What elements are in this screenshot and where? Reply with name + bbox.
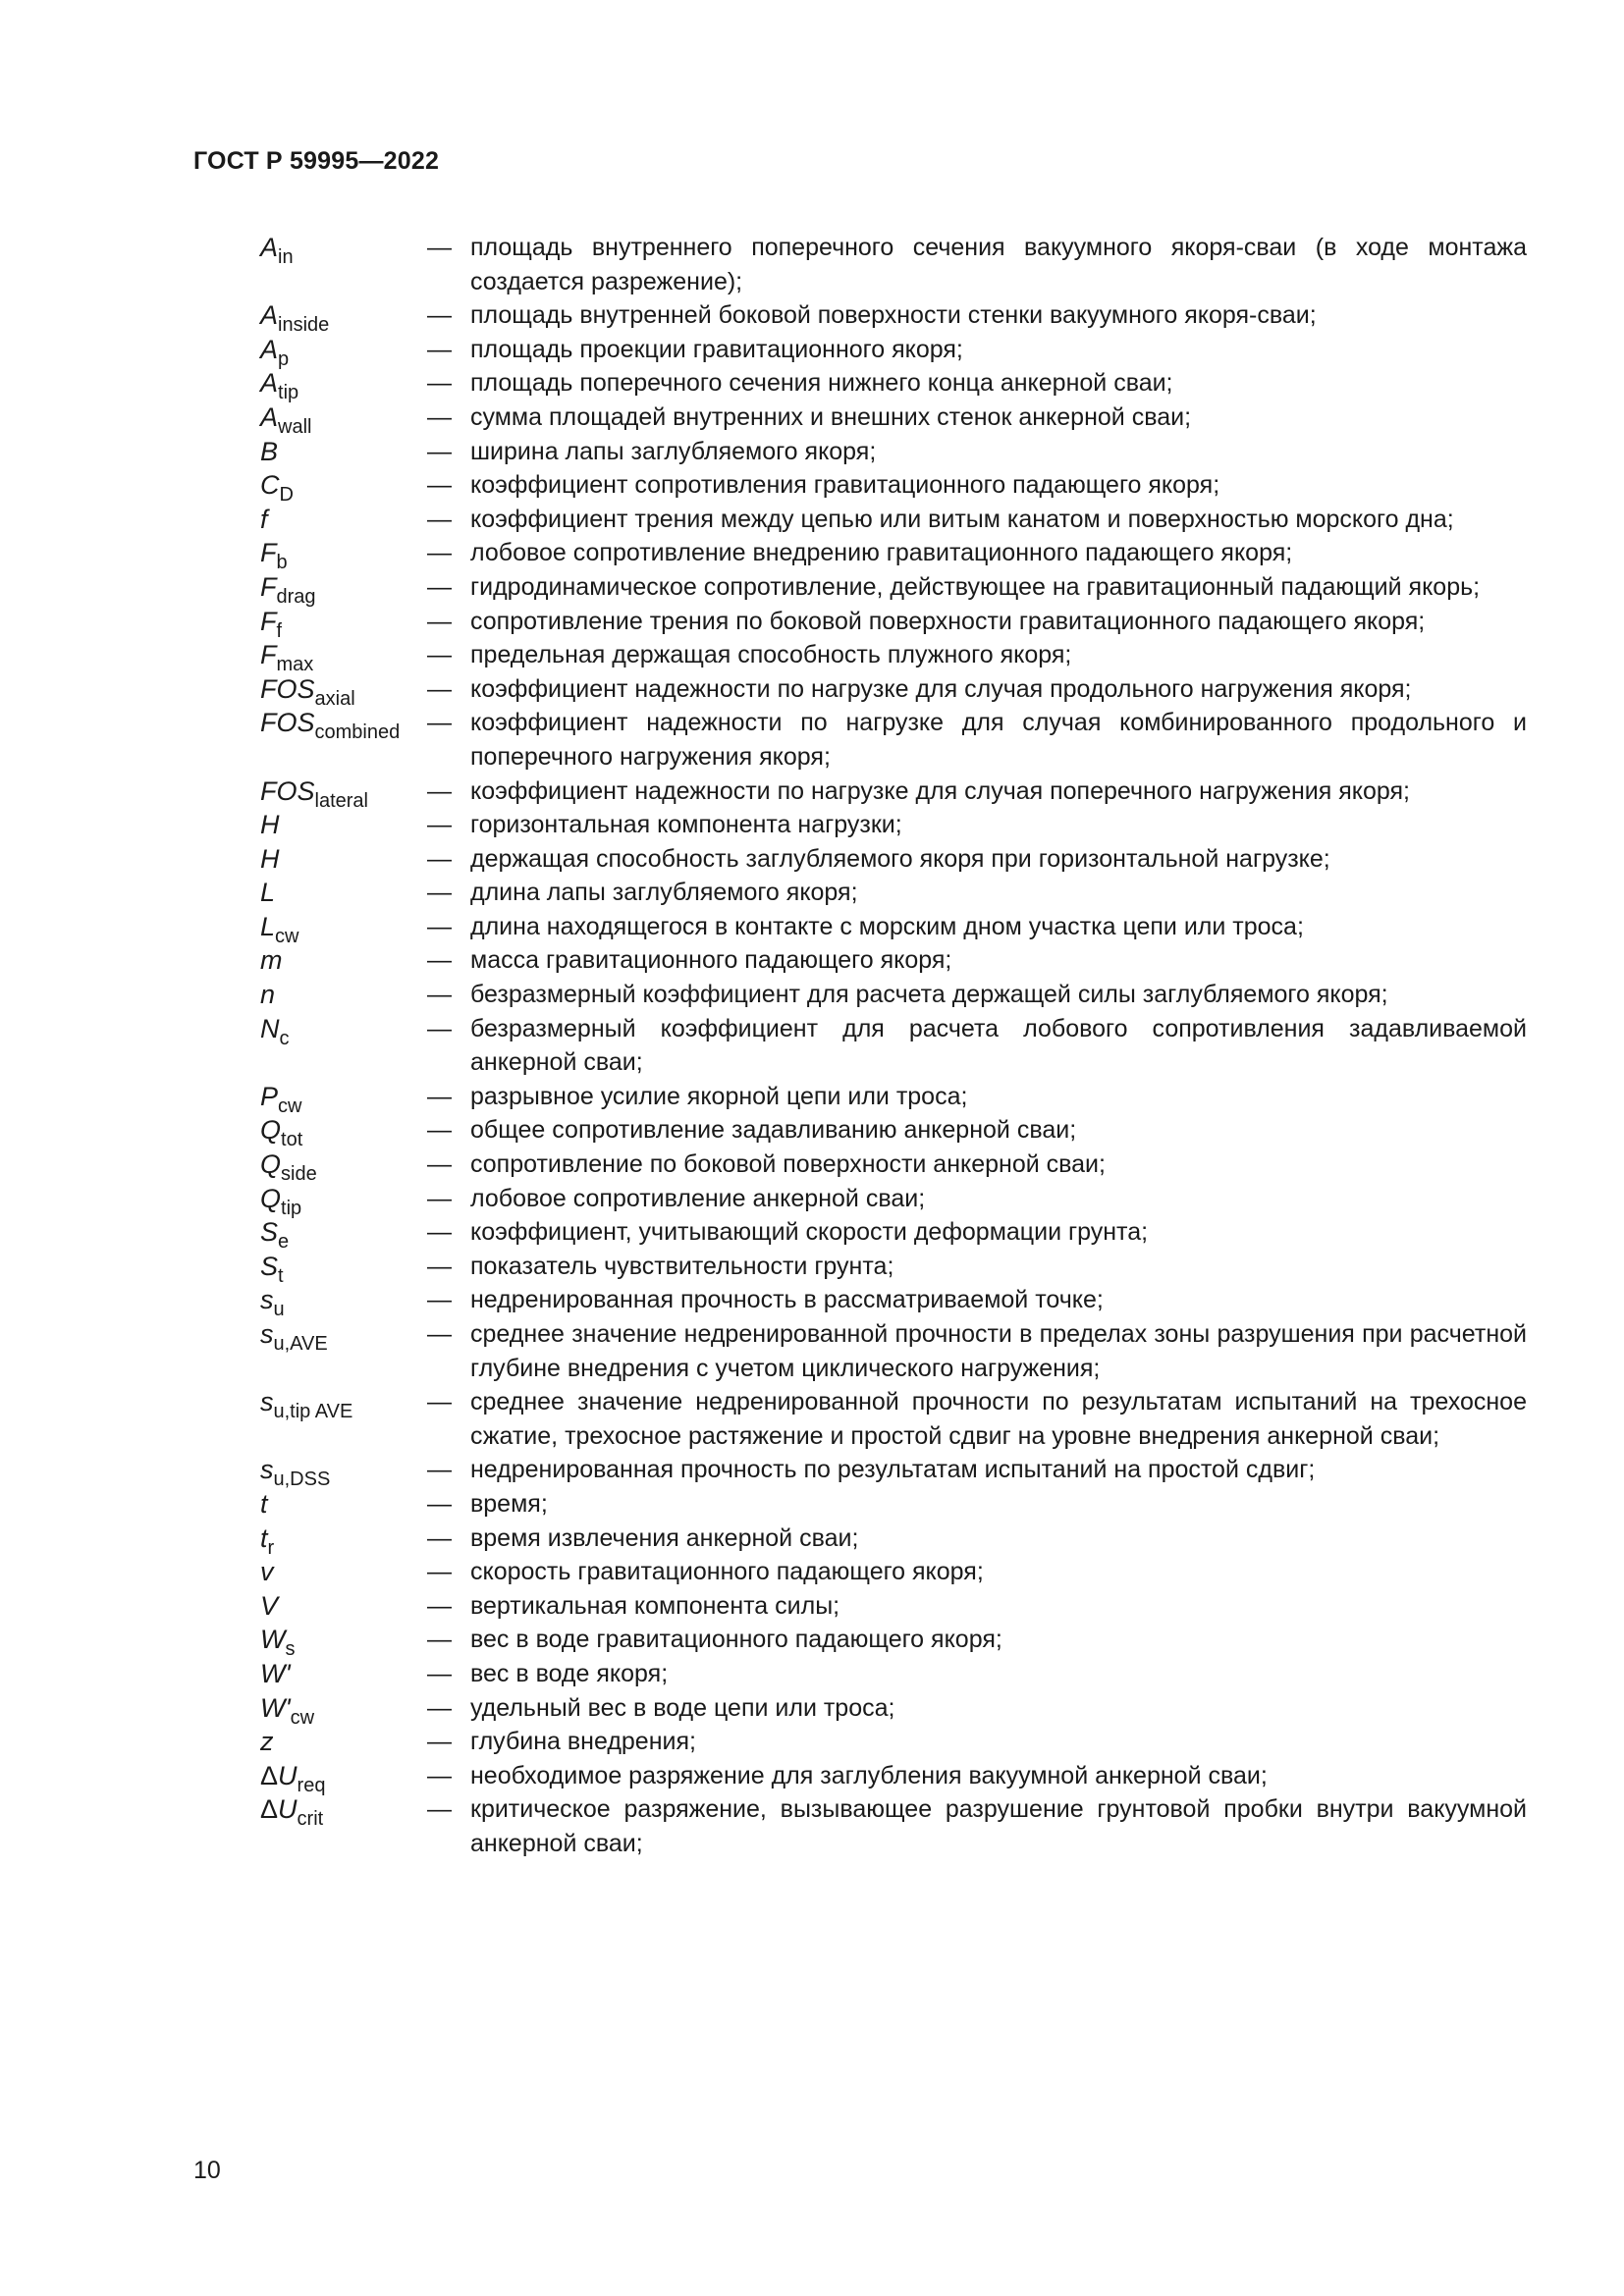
- symbol-base: f: [260, 504, 268, 534]
- definition-row: [260, 1589, 1527, 1624]
- em-dash: —: [427, 539, 452, 567]
- symbol-definitions-list: [260, 231, 1527, 1861]
- definition-row: [260, 605, 1527, 642]
- symbol-subscript: p: [278, 347, 290, 370]
- definition-text: гидродинамическое сопротивление, действующее на гравитационный падающий якорь;: [470, 572, 1481, 601]
- definition-row: [260, 672, 1527, 710]
- symbol-subscript: f: [276, 619, 283, 642]
- symbol-subscript: cw: [290, 1706, 315, 1729]
- symbol-subscript: lateral: [314, 789, 368, 812]
- definition-row: [260, 435, 1527, 469]
- symbol-base: Q: [260, 1183, 282, 1213]
- symbol-base: S: [260, 1251, 279, 1281]
- em-dash: —: [427, 844, 452, 873]
- definition-row: [260, 333, 1527, 370]
- definition-text: предельная держащая способность плужного якоря;: [470, 641, 1072, 669]
- definition-text: коэффициент надежности по нагрузке для случая продольного нагружения якоря;: [470, 674, 1412, 703]
- symbol-base: s: [260, 1285, 274, 1315]
- em-dash: —: [427, 709, 452, 737]
- symbol: [260, 1589, 427, 1624]
- definition-text: коэффициент трения между цепью или витым канатом и поверхностью морского дна;: [470, 505, 1454, 533]
- symbol: [260, 333, 427, 370]
- symbol: [260, 1453, 427, 1491]
- definition-text: масса гравитационного падающего якоря;: [470, 946, 952, 975]
- symbol-base: C: [260, 470, 280, 501]
- em-dash: —: [427, 1184, 452, 1212]
- symbol-base: F: [260, 606, 277, 636]
- symbol: [260, 943, 427, 978]
- definition-text: показатель чувствительности грунта;: [470, 1252, 894, 1280]
- symbol-base: FOS: [260, 775, 315, 806]
- symbol-base: Q: [260, 1149, 282, 1180]
- em-dash: —: [427, 1456, 452, 1484]
- symbol-subscript: u,DSS: [273, 1468, 331, 1491]
- definition-text: критическое разряжение, вызывающее разрушение грунтовой пробки внутри вакуумной анкерной сваи;: [470, 1795, 1527, 1857]
- em-dash: —: [427, 1150, 452, 1179]
- symbol-base: W': [260, 1658, 291, 1688]
- symbol-subscript: b: [276, 552, 288, 574]
- definition-row: [260, 570, 1527, 608]
- em-dash: —: [427, 572, 452, 601]
- definition-text: площадь внутреннего поперечного сечения вакуумного якоря-сваи (в ходе монтажа создается разрежение);: [470, 234, 1527, 295]
- symbol-base: U: [278, 1794, 298, 1825]
- em-dash: —: [427, 607, 452, 635]
- symbol-base: FOS: [260, 708, 315, 738]
- definition-text: коэффициент надежности по нагрузке для случая поперечного нагружения якоря;: [470, 776, 1411, 805]
- symbol-subscript: crit: [297, 1808, 324, 1831]
- symbol-subscript: e: [278, 1231, 290, 1254]
- symbol-subscript: combined: [314, 721, 401, 744]
- em-dash: —: [427, 776, 452, 805]
- symbol: [260, 978, 427, 1012]
- symbol-base: FOS: [260, 673, 315, 704]
- em-dash: —: [427, 402, 452, 431]
- symbol: [260, 1385, 427, 1453]
- symbol: [260, 1113, 427, 1151]
- symbol: [260, 400, 427, 438]
- symbol: [260, 435, 427, 469]
- symbol-base: F: [260, 538, 277, 568]
- definition-text: безразмерный коэффициент для расчета держащей силы заглубляемого якоря;: [470, 981, 1388, 1009]
- symbol: [260, 1317, 427, 1385]
- symbol: [260, 638, 427, 676]
- definition-row: [260, 503, 1527, 537]
- definition-text: вес в воде гравитационного падающего якоря;: [470, 1626, 1002, 1654]
- definition-text: коэффициент сопротивления гравитационного падающего якоря;: [470, 471, 1220, 500]
- em-dash: —: [427, 437, 452, 465]
- definition-row: [260, 1148, 1527, 1186]
- definition-row: [260, 1215, 1527, 1254]
- definition-text: безразмерный коэффициент для расчета лобового сопротивления задавливаемой анкерной сваи;: [470, 1014, 1527, 1077]
- symbol-base: v: [260, 1557, 274, 1587]
- em-dash: —: [427, 1082, 452, 1110]
- definition-text: время;: [470, 1489, 548, 1518]
- definition-row: [260, 1453, 1527, 1491]
- symbol-base: Q: [260, 1115, 282, 1146]
- symbol: [260, 503, 427, 537]
- symbol: [260, 1792, 427, 1860]
- definition-text: площадь поперечного сечения нижнего конца анкерной сваи;: [470, 369, 1173, 398]
- symbol: [260, 1080, 427, 1117]
- symbol-base: W': [260, 1692, 291, 1723]
- definition-row: [260, 1182, 1527, 1219]
- symbol-subscript: drag: [276, 585, 316, 608]
- symbol: [260, 1012, 427, 1080]
- definition-row: [260, 978, 1527, 1012]
- definition-text: вес в воде якоря;: [470, 1659, 669, 1687]
- definition-row: [260, 910, 1527, 947]
- definition-row: [260, 943, 1527, 978]
- symbol-subscript: c: [279, 1027, 290, 1049]
- em-dash: —: [427, 301, 452, 330]
- symbol-subscript: wall: [278, 415, 312, 438]
- definition-row: [260, 842, 1527, 877]
- em-dash: —: [427, 981, 452, 1009]
- symbol: [260, 1215, 427, 1254]
- symbol-prefix: Δ: [260, 1794, 279, 1825]
- definition-text: общее сопротивление задавливанию анкерной сваи;: [470, 1116, 1077, 1145]
- symbol-prefix: Δ: [260, 1760, 279, 1790]
- em-dash: —: [427, 1286, 452, 1314]
- definition-text: необходимое разряжение для заглубления вакуумной анкерной сваи;: [470, 1761, 1268, 1789]
- definition-row: [260, 1555, 1527, 1589]
- em-dash: —: [427, 1693, 452, 1722]
- em-dash: —: [427, 1388, 452, 1416]
- definition-row: [260, 876, 1527, 910]
- definition-row: [260, 808, 1527, 842]
- em-dash: —: [427, 1116, 452, 1145]
- em-dash: —: [427, 1014, 452, 1042]
- symbol: [260, 468, 427, 507]
- symbol-base: S: [260, 1217, 279, 1248]
- definition-text: ширина лапы заглубляемого якоря;: [470, 437, 877, 465]
- definition-text: горизонтальная компонента нагрузки;: [470, 811, 902, 839]
- symbol-subscript: in: [278, 246, 294, 268]
- definition-row: [260, 1623, 1527, 1661]
- symbol-base: W: [260, 1625, 286, 1655]
- em-dash: —: [427, 946, 452, 975]
- symbol: [260, 1283, 427, 1321]
- definition-text: лобовое сопротивление анкерной сваи;: [470, 1184, 926, 1212]
- symbol-base: L: [260, 878, 276, 908]
- symbol-subscript: cw: [275, 925, 299, 947]
- em-dash: —: [427, 811, 452, 839]
- em-dash: —: [427, 1591, 452, 1620]
- symbol: [260, 842, 427, 877]
- symbol-base: t: [260, 1488, 268, 1519]
- em-dash: —: [427, 1320, 452, 1348]
- symbol-base: P: [260, 1081, 279, 1111]
- definition-text: коэффициент надежности по нагрузке для случая комбинированного продольного и поперечного нагружения якоря;: [470, 709, 1527, 771]
- em-dash: —: [427, 879, 452, 907]
- definition-row: [260, 706, 1527, 774]
- em-dash: —: [427, 505, 452, 533]
- symbol-subscript: req: [297, 1774, 326, 1796]
- definition-text: коэффициент, учитывающий скорости деформации грунта;: [470, 1218, 1149, 1247]
- definition-row: [260, 1385, 1527, 1453]
- symbol-subscript: cw: [278, 1095, 302, 1117]
- symbol: [260, 808, 427, 842]
- symbol-subscript: inside: [278, 314, 330, 337]
- symbol-subscript: t: [278, 1264, 284, 1287]
- symbol-subscript: r: [267, 1536, 275, 1559]
- symbol: [260, 536, 427, 574]
- definition-text: удельный вес в воде цепи или троса;: [470, 1693, 895, 1722]
- symbol: [260, 672, 427, 710]
- symbol: [260, 1487, 427, 1522]
- symbol-base: H: [260, 810, 280, 840]
- definition-text: недренированная прочность в рассматриваемой точке;: [470, 1286, 1104, 1314]
- definition-row: [260, 231, 1527, 298]
- symbol-base: L: [260, 911, 276, 941]
- symbol: [260, 1522, 427, 1559]
- em-dash: —: [427, 912, 452, 940]
- em-dash: —: [427, 369, 452, 398]
- symbol-base: t: [260, 1522, 268, 1553]
- symbol-base: F: [260, 640, 277, 670]
- symbol-subscript: D: [279, 484, 294, 507]
- definition-row: [260, 298, 1527, 337]
- definition-text: держащая способность заглубляемого якоря при горизонтальной нагрузке;: [470, 844, 1330, 873]
- definition-row: [260, 774, 1527, 812]
- symbol: [260, 298, 427, 337]
- definition-row: [260, 1725, 1527, 1759]
- symbol-base: V: [260, 1590, 279, 1621]
- definition-row: [260, 1657, 1527, 1691]
- symbol-subscript: tot: [281, 1129, 303, 1151]
- em-dash: —: [427, 1523, 452, 1552]
- definition-text: площадь проекции гравитационного якоря;: [470, 335, 963, 363]
- symbol: [260, 366, 427, 404]
- em-dash: —: [427, 1795, 452, 1824]
- symbol-base: A: [260, 300, 279, 331]
- symbol-base: n: [260, 980, 276, 1010]
- symbol-subscript: side: [281, 1163, 317, 1186]
- symbol-base: s: [260, 1455, 274, 1485]
- symbol-subscript: u,tip AVE: [273, 1401, 353, 1423]
- symbol: [260, 1657, 427, 1691]
- symbol-base: U: [278, 1760, 298, 1790]
- definition-row: [260, 1317, 1527, 1385]
- em-dash: —: [427, 1252, 452, 1280]
- symbol-base: z: [260, 1727, 274, 1757]
- em-dash: —: [427, 1489, 452, 1518]
- symbol: [260, 1148, 427, 1186]
- definition-text: среднее значение недренированной прочности в пределах зоны разрушения при расчетной глубине внедрения с учетом циклического нагружения;: [470, 1320, 1527, 1382]
- definition-row: [260, 400, 1527, 438]
- symbol-base: s: [260, 1319, 274, 1349]
- symbol: [260, 1623, 427, 1661]
- em-dash: —: [427, 234, 452, 261]
- symbol: [260, 706, 427, 774]
- em-dash: —: [427, 674, 452, 703]
- definition-row: [260, 1487, 1527, 1522]
- symbol: [260, 1725, 427, 1759]
- definition-text: лобовое сопротивление внедрению гравитационного падающего якоря;: [470, 539, 1293, 567]
- definition-text: скорость гравитационного падающего якоря;: [470, 1558, 984, 1586]
- symbol-subscript: u,AVE: [273, 1333, 328, 1355]
- definition-row: [260, 1759, 1527, 1796]
- symbol: [260, 570, 427, 608]
- definition-row: [260, 468, 1527, 507]
- symbol: [260, 910, 427, 947]
- definition-text: глубина внедрения;: [470, 1728, 696, 1756]
- definition-text: длина находящегося в контакте с морским дном участка цепи или троса;: [470, 912, 1304, 940]
- definition-row: [260, 536, 1527, 574]
- em-dash: —: [427, 471, 452, 500]
- definition-text: сумма площадей внутренних и внешних стенок анкерной сваи;: [470, 402, 1192, 431]
- definition-row: [260, 638, 1527, 676]
- em-dash: —: [427, 1761, 452, 1789]
- definition-text: длина лапы заглубляемого якоря;: [470, 879, 858, 907]
- symbol-base: A: [260, 233, 279, 262]
- definition-row: [260, 1792, 1527, 1860]
- definition-text: сопротивление по боковой поверхности анкерной сваи;: [470, 1150, 1106, 1179]
- symbol-subscript: s: [285, 1638, 296, 1661]
- definition-row: [260, 1113, 1527, 1151]
- em-dash: —: [427, 1558, 452, 1586]
- definition-text: время извлечения анкерной сваи;: [470, 1523, 859, 1552]
- symbol-base: F: [260, 571, 277, 602]
- definition-text: разрывное усилие якорной цепи или троса;: [470, 1082, 968, 1110]
- symbol: [260, 1250, 427, 1287]
- symbol-subscript: axial: [314, 687, 355, 710]
- symbol-base: A: [260, 368, 279, 399]
- definition-text: вертикальная компонента силы;: [470, 1591, 840, 1620]
- symbol: [260, 1759, 427, 1796]
- definition-row: [260, 1522, 1527, 1559]
- symbol: [260, 1555, 427, 1589]
- em-dash: —: [427, 1659, 452, 1687]
- em-dash: —: [427, 1728, 452, 1756]
- definition-row: [260, 1250, 1527, 1287]
- document-header: ГОСТ Р 59995—2022: [193, 147, 440, 175]
- symbol-base: N: [260, 1013, 280, 1043]
- symbol-subscript: tip: [281, 1197, 302, 1219]
- definition-text: площадь внутренней боковой поверхности стенки вакуумного якоря-сваи;: [470, 301, 1317, 330]
- em-dash: —: [427, 335, 452, 363]
- symbol: [260, 1182, 427, 1219]
- definition-text: недренированная прочность по результатам испытаний на простой сдвиг;: [470, 1456, 1316, 1484]
- definition-text: сопротивление трения по боковой поверхности гравитационного падающего якоря;: [470, 607, 1426, 635]
- symbol: [260, 774, 427, 812]
- symbol: [260, 231, 427, 298]
- symbol-subscript: tip: [278, 382, 299, 404]
- definition-row: [260, 1012, 1527, 1080]
- symbol-base: A: [260, 334, 279, 364]
- em-dash: —: [427, 1218, 452, 1247]
- symbol-base: B: [260, 436, 279, 466]
- definition-row: [260, 1283, 1527, 1321]
- symbol-subscript: u: [273, 1299, 285, 1321]
- symbol-base: s: [260, 1387, 274, 1417]
- em-dash: —: [427, 1626, 452, 1654]
- em-dash: —: [427, 641, 452, 669]
- symbol-base: m: [260, 945, 283, 976]
- definition-text: среднее значение недренированной прочности по результатам испытаний на трехосное сжатие, трехосное растяжение и простой сдвиг на уровне внедрения анкерной сваи;: [470, 1388, 1527, 1450]
- definition-row: [260, 366, 1527, 404]
- symbol: [260, 605, 427, 642]
- symbol-base: H: [260, 843, 280, 874]
- symbol: [260, 876, 427, 910]
- definition-row: [260, 1691, 1527, 1729]
- symbol: [260, 1691, 427, 1729]
- symbol-base: A: [260, 401, 279, 432]
- page-number: 10: [193, 2157, 221, 2184]
- symbol-subscript: max: [276, 654, 314, 676]
- definition-row: [260, 1080, 1527, 1117]
